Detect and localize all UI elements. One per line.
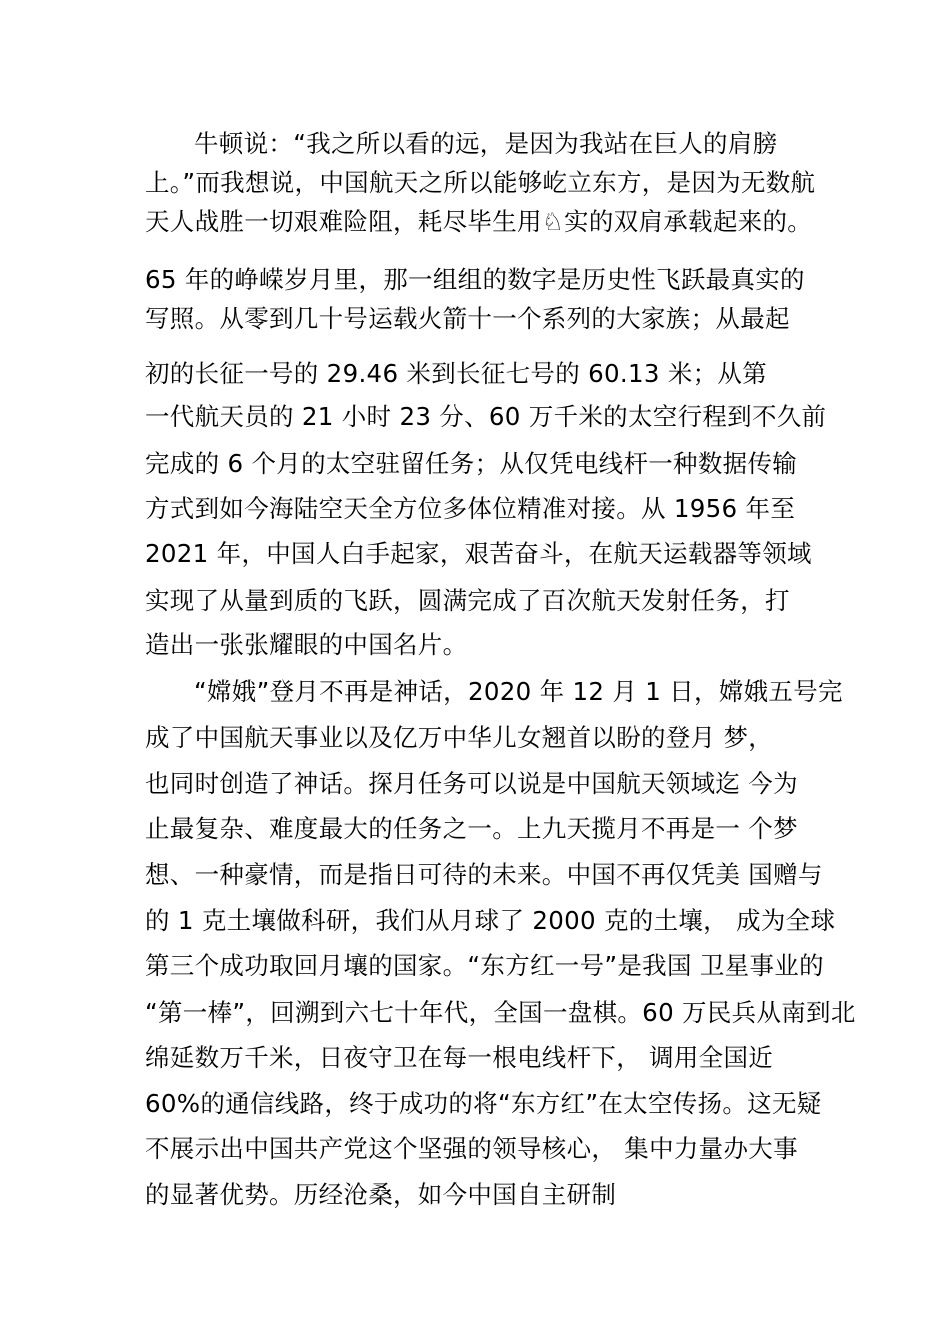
paragraph-2-line-8: “第一棒”，回溯到六七十年代，全国一盘棋。60 万民兵从南到北	[145, 998, 856, 1027]
paragraph-1-line-7: 一代航天员的 21 小时 23 分、60 万千米的太空行程到不久前	[145, 402, 827, 431]
paragraph-2-line-9: 绵延数万千米，日夜守卫在每一根电线杆下， 调用全国近	[145, 1043, 774, 1072]
paragraph-1-line-6: 初的长征一号的 29.46 米到长征七号的 60.13 米；从第	[145, 359, 768, 388]
paragraph-2-line-6: 的 1 克土壤做科研，我们从月球了 2000 克的土壤， 成为全球	[145, 906, 836, 935]
paragraph-1-line-3: 天人战胜一切艰难险阻，耗尽毕生用♘实的双肩承载起来的。	[145, 207, 813, 236]
paragraph-2-line-3: 也同时创造了神话。探月任务可以说是中国航天领域迄 今为	[145, 769, 798, 798]
paragraph-2-line-5: 想、一种豪情，而是指日可待的未来。中国不再仅凭美 国赠与	[145, 860, 823, 889]
paragraph-2-line-11: 不展示出中国共产党这个坚强的领导核心， 集中力量办大事	[145, 1134, 798, 1163]
paragraph-2-line-2: 成了中国航天事业以及亿万中华儿女翘首以盼的登月 梦，	[145, 723, 774, 752]
paragraph-2-line-1: “嫦娥”登月不再是神话，2020 年 12 月 1 日，嫦娥五号完	[194, 677, 843, 706]
paragraph-1-line-12: 造出一张张耀眼的中国名片。	[145, 630, 468, 659]
paragraph-1-line-11: 实现了从量到质的飞跃，圆满完成了百次航天发射任务，打	[145, 586, 790, 615]
paragraph-1-line-5: 写照。从零到几十号运载火箭十一个系列的大家族；从最起	[145, 304, 790, 333]
paragraph-1-line-10: 2021 年，中国人白手起家，艰苦奋斗，在航天运载器等领域	[145, 539, 812, 568]
paragraph-1-line-1: 牛顿说：“我之所以看的远，是因为我站在巨人的肩膀	[194, 129, 778, 158]
paragraph-1-line-2: 上。”而我想说，中国航天之所以能够屹立东方，是因为无数航	[145, 168, 816, 197]
paragraph-2-line-4: 止最复杂、难度最大的任务之一。上九天揽月不再是一 个梦	[145, 814, 798, 843]
paragraph-1-line-9: 方式到如今海陆空天全方位多体位精准对接。从 1956 年至	[145, 494, 796, 523]
paragraph-2-line-12: 的显著优势。历经沧桑，如今中国自主研制	[145, 1180, 617, 1209]
paragraph-1-line-8: 完成的 6 个月的太空驻留任务；从仅凭电线杆一种数据传输	[145, 449, 798, 478]
paragraph-2-line-7: 第三个成功取回月壤的国家。“东方红一号”是我国 卫星事业的	[145, 951, 824, 980]
paragraph-1-line-4: 65 年的峥嵘岁月里，那一组组的数字是历史性飞跃最真实的	[145, 265, 805, 294]
paragraph-2-line-10: 60%的通信线路，终于成功的将“东方红”在太空传扬。这无疑	[145, 1089, 822, 1118]
